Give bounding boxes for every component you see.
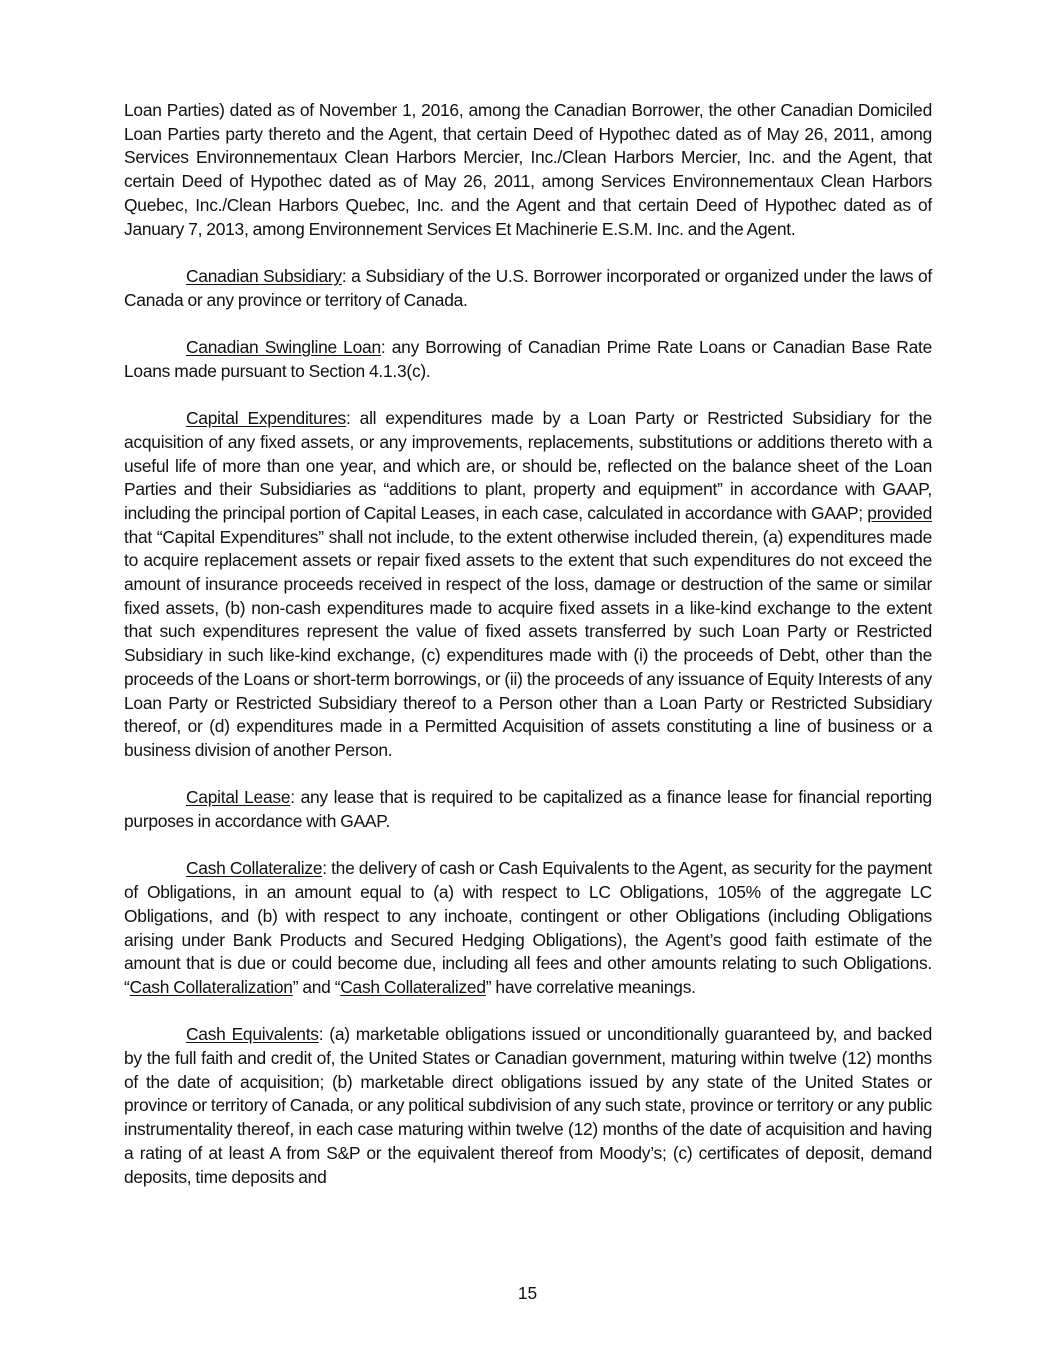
document-page-body	[124, 99, 932, 1213]
definition-text: : (a) marketable obligations issued or unconditionally guaranteed by, and backed by the full faith and credit of, the United States or Canadian government, maturing within twelve (12) months of the date of acquisition; (b) marketable direct obligations issued by any state of the United States or province or territory of Canada, or any political subdivision of any such state, province or territory or any public instrumentality thereof, in each case maturing within twelve (12) months of the date of acquisition and having a rating of at least A from S&P or the equivalent thereof from Moody’s; (c) certificates of deposit, demand deposits, time deposits and	[124, 1024, 932, 1187]
definition-text: : any lease that is required to be capitalized as a finance lease for financial reporting purposes in accordance with GAAP.	[124, 787, 932, 832]
proviso-term: provided	[867, 502, 932, 523]
defined-term: Cash Collateralize	[186, 858, 323, 879]
definition-text-middle: ” and “	[292, 976, 341, 997]
definition-text: : a Subsidiary of the U.S. Borrower incorporated or organized under the laws of Canada or any province or territory of Canada.	[124, 265, 932, 310]
definition-text-before: : all expenditures made by a Loan Party or Restricted Subsidiary for the acquisition of any fixed assets, or any improvements, replacements, substitutions or additions thereto with a useful life of more than one year, and which are, or should be, reflected on the balance sheet of the Loan Parties and their Subsidiaries as “additions to plant, property and equipment” in accordance with GAAP, including the principal portion of Capital Leases, in each case, calculated in accordance with GAAP;	[124, 408, 932, 523]
defined-term: Capital Expenditures	[186, 408, 346, 429]
defined-term-cash-collateralization: Cash Collateralization	[129, 976, 293, 997]
definition-capital-expenditures	[124, 407, 932, 763]
definition-capital-lease	[124, 786, 932, 833]
defined-term: Cash Equivalents	[186, 1024, 319, 1045]
definition-canadian-swingline-loan	[124, 336, 932, 383]
paragraph-text: Loan Parties) dated as of November 1, 2016, among the Canadian Borrower, the other Canadian Domiciled Loan Parties party thereto and the Agent, that certain Deed of Hypothec dated as of May 26, 2011, among Services Environnementaux Clean Harbors Mercier, Inc./Clean Harbors Mercier, Inc. and the Agent, that certain Deed of Hypothec dated as of May 26, 2011, among Services Environnementaux Clean Harbors Quebec, Inc./Clean Harbors Quebec, Inc. and the Agent and that certain Deed of Hypothec dated as of January 7, 2013, among Environnement Services Et Machinerie E.S.M. Inc. and the Agent.	[124, 100, 932, 239]
definition-canadian-subsidiary	[124, 265, 932, 312]
defined-term: Canadian Subsidiary	[186, 265, 342, 286]
definition-text-after: ” have correlative meanings.	[485, 976, 696, 997]
definition-paragraph-continued	[124, 99, 932, 241]
definition-text-before: : the delivery of cash or Cash Equivalents to the Agent, as security for the payment of Obligations, in an amount equal to (a) with respect to LC Obligations, 105% of the aggregate LC Obligations, and (b) with respect to any inchoate, contingent or other Obligations (including Obligations arising under Bank Products and Secured Hedging Obligations), the Agent’s good faith estimate of the amount that is due or could become due, including all fees and other amounts relating to such Obligations. “	[124, 858, 932, 997]
definition-cash-collateralize	[124, 857, 932, 999]
defined-term: Canadian Swingline Loan	[186, 337, 381, 357]
defined-term-cash-collateralized: Cash Collateralized	[340, 976, 486, 997]
definition-text: : any Borrowing of Canadian Prime Rate Loans or Canadian Base Rate Loans made pursuant to Section 4.1.3(c).	[124, 337, 932, 381]
page-number: 15	[517, 1283, 538, 1303]
definition-text-after: that “Capital Expenditures” shall not include, to the extent otherwise included therein, (a) expenditures made to acquire replacement assets or repair fixed assets to the extent that such expenditures do not exceed the amount of insurance proceeds received in respect of the loss, damage or destruction of the same or similar fixed assets, (b) non-cash expenditures made to acquire fixed assets in a like-kind exchange to the extent that such expenditures represent the value of fixed assets transferred by such Loan Party or Restricted Subsidiary in such like-kind exchange, (c) expenditures made with (i) the proceeds of Debt, other than the proceeds of the Loans or short-term borrowings, or (ii) the proceeds of any issuance of Equity Interests of any Loan Party or Restricted Subsidiary thereof to a Person other than a Loan Party or Restricted Subsidiary thereof, or (d) expenditures made in a Permitted Acquisition of assets constituting a line of business or a business division of another Person.	[124, 526, 932, 760]
defined-term: Capital Lease	[186, 787, 291, 808]
definition-cash-equivalents	[124, 1023, 932, 1189]
